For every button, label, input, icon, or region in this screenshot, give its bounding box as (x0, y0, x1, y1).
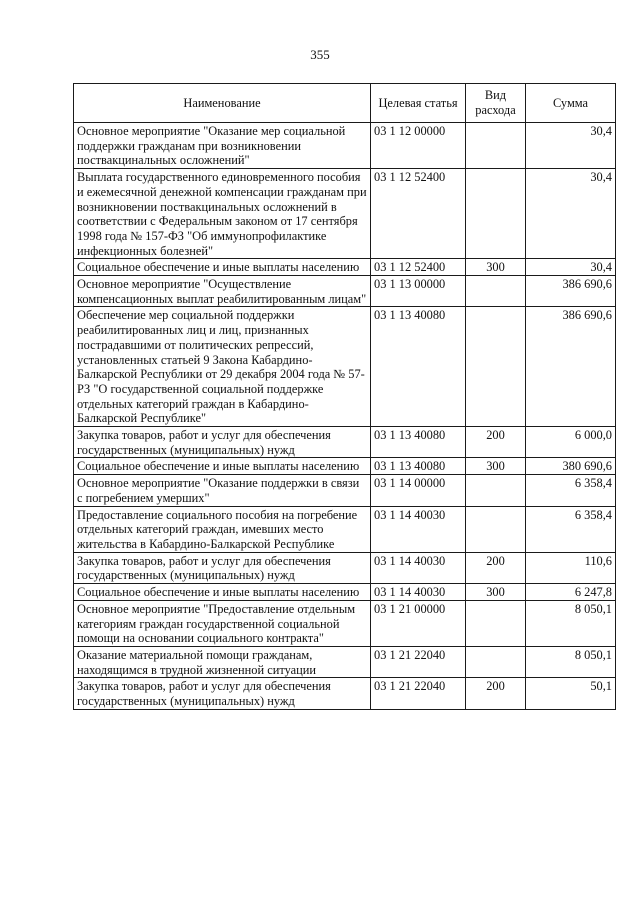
cell-sum: 30,4 (526, 259, 616, 276)
cell-sum: 6 358,4 (526, 475, 616, 506)
table-row (74, 506, 616, 552)
cell-kind (466, 600, 526, 646)
table-row (74, 427, 616, 458)
cell-sum: 380 690,6 (526, 458, 616, 475)
cell-sum: 110,6 (526, 552, 616, 583)
cell-kind (466, 123, 526, 169)
cell-name: Предоставление социального пособия на погребение отдельных категорий граждан, имевших место жительства в Кабардино-Балкарской Республике (74, 506, 371, 552)
cell-name: Закупка товаров, работ и услуг для обеспечения государственных (муниципальных) нужд (74, 427, 371, 458)
table-row (74, 123, 616, 169)
header-name: Наименование (74, 84, 371, 123)
cell-name: Основное мероприятие "Предоставление отдельным категориям граждан государственной социальной помощи на основании социального контракта" (74, 600, 371, 646)
cell-name: Закупка товаров, работ и услуг для обеспечения государственных (муниципальных) нужд (74, 552, 371, 583)
cell-sum: 386 690,6 (526, 276, 616, 307)
header-code: Целевая статья (371, 84, 466, 123)
cell-sum: 6 247,8 (526, 584, 616, 601)
cell-code: 03 1 21 00000 (371, 600, 466, 646)
table-row (74, 600, 616, 646)
cell-kind (466, 307, 526, 427)
cell-name: Социальное обеспечение и иные выплаты населению (74, 584, 371, 601)
cell-sum: 8 050,1 (526, 646, 616, 677)
cell-kind (466, 276, 526, 307)
cell-name: Социальное обеспечение и иные выплаты населению (74, 458, 371, 475)
cell-code: 03 1 12 52400 (371, 169, 466, 259)
table-row (74, 552, 616, 583)
cell-name: Основное мероприятие "Оказание поддержки в связи с погребением умерших" (74, 475, 371, 506)
table-row (74, 259, 616, 276)
cell-kind: 200 (466, 552, 526, 583)
cell-code: 03 1 21 22040 (371, 646, 466, 677)
cell-code: 03 1 12 52400 (371, 259, 466, 276)
table-header-row (74, 84, 616, 123)
cell-sum: 6 000,0 (526, 427, 616, 458)
cell-code: 03 1 13 40080 (371, 307, 466, 427)
cell-kind: 200 (466, 678, 526, 709)
cell-code: 03 1 21 22040 (371, 678, 466, 709)
cell-kind (466, 169, 526, 259)
cell-sum: 6 358,4 (526, 506, 616, 552)
cell-kind (466, 475, 526, 506)
table-row (74, 458, 616, 475)
table-row (74, 584, 616, 601)
header-sum: Сумма (526, 84, 616, 123)
cell-code: 03 1 14 40030 (371, 552, 466, 583)
table-row (74, 646, 616, 677)
cell-sum: 30,4 (526, 123, 616, 169)
table-row (74, 169, 616, 259)
cell-kind: 300 (466, 259, 526, 276)
cell-kind: 300 (466, 584, 526, 601)
header-kind: Вид расхода (466, 84, 526, 123)
cell-sum: 386 690,6 (526, 307, 616, 427)
cell-code: 03 1 12 00000 (371, 123, 466, 169)
cell-kind: 200 (466, 427, 526, 458)
table-row (74, 307, 616, 427)
cell-name: Закупка товаров, работ и услуг для обеспечения государственных (муниципальных) нужд (74, 678, 371, 709)
page-number: 355 (310, 47, 330, 62)
cell-sum: 50,1 (526, 678, 616, 709)
table-row (74, 475, 616, 506)
cell-code: 03 1 13 40080 (371, 458, 466, 475)
cell-code: 03 1 13 00000 (371, 276, 466, 307)
cell-sum: 30,4 (526, 169, 616, 259)
cell-kind (466, 646, 526, 677)
cell-name: Основное мероприятие "Осуществление компенсационных выплат реабилитированным лицам" (74, 276, 371, 307)
cell-code: 03 1 13 40080 (371, 427, 466, 458)
table-row (74, 678, 616, 709)
budget-table (73, 83, 616, 710)
cell-kind (466, 506, 526, 552)
cell-name: Социальное обеспечение и иные выплаты населению (74, 259, 371, 276)
cell-name: Оказание материальной помощи гражданам, находящимся в трудной жизненной ситуации (74, 646, 371, 677)
cell-name: Выплата государственного единовременного пособия и ежемесячной денежной компенсации гражданам при возникновении поствакцинальных осложнений в соответствии с Федеральным законом от 17 сентября 1998 года № 157-ФЗ "Об иммунопрофилактике инфекционных болезней" (74, 169, 371, 259)
cell-code: 03 1 14 00000 (371, 475, 466, 506)
cell-sum: 8 050,1 (526, 600, 616, 646)
table-row (74, 276, 616, 307)
cell-kind: 300 (466, 458, 526, 475)
cell-name: Обеспечение мер социальной поддержки реабилитированных лиц и лиц, признанных пострадавшими от политических репрессий, установленных статьей 9 Закона Кабардино-Балкарской Республики от 29 декабря 2004 года № 57-РЗ "О государственной социальной поддержке отдельных категорий граждан в Кабардино-Балкарской Республике" (74, 307, 371, 427)
cell-name: Основное мероприятие "Оказание мер социальной поддержки гражданам при возникновении поствакцинальных осложнений" (74, 123, 371, 169)
cell-code: 03 1 14 40030 (371, 584, 466, 601)
cell-code: 03 1 14 40030 (371, 506, 466, 552)
